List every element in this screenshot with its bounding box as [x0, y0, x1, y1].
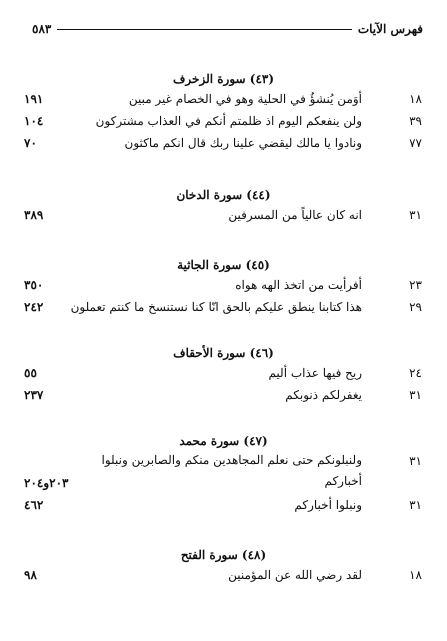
- verse-number: ٣١: [409, 498, 422, 512]
- verse-number: ٣١: [409, 454, 422, 468]
- page-ref: ٤٦٢: [24, 498, 44, 512]
- page-number: ٥٨٣: [32, 22, 52, 36]
- verse-number: ٢٣: [409, 278, 422, 292]
- surah-section-45: [0, 256, 447, 318]
- verse-text: ولنبلونكم حتى نعلم المجاهدين منكم والصابرين ونبلوا أخباركم: [101, 453, 362, 488]
- page-header: [32, 18, 423, 40]
- page-ref: ٢٤٢: [24, 300, 44, 314]
- page-ref: ٣٥٠: [24, 278, 44, 292]
- page-ref: ٧٠: [24, 136, 37, 150]
- page-ref: ٥٥: [24, 366, 37, 380]
- verse-row: [0, 110, 447, 132]
- verse-text: ريح فيها عذاب أليم: [268, 366, 362, 380]
- verse-text: هذا كتابنا ينطق عليكم بالحق انّا كنا نستنسخ ما كنتم تعملون: [70, 300, 362, 314]
- surah-section-43: [0, 70, 447, 154]
- surah-heading: (٤٥) سورة الجاثية: [177, 258, 270, 272]
- verse-text: ولن ينفعكم اليوم اذ ظلمتم أنكم في العذاب مشتركون: [95, 114, 362, 128]
- verse-text: ونادوا يا مالك ليقضي علينا ربك قال انكم ماكثون: [124, 136, 362, 150]
- surah-section-48: [0, 546, 447, 586]
- verse-row: [0, 274, 447, 296]
- header-rule: [57, 29, 351, 30]
- verse-text: انه كان عالياً من المسرفين: [228, 208, 362, 222]
- verse-row: [0, 494, 447, 516]
- verse-row: [0, 362, 447, 384]
- verse-row: [0, 296, 447, 318]
- verse-row: [0, 450, 447, 494]
- surah-section-44: [0, 186, 447, 226]
- page-ref: ٢٣٧: [24, 388, 44, 402]
- surah-section-46: [0, 344, 447, 406]
- page-ref: ١٩١: [24, 92, 44, 106]
- verse-number: ٢٤: [409, 366, 422, 380]
- page-ref: ٩٨: [24, 568, 37, 582]
- surah-heading: (٤٤) سورة الدخان: [176, 188, 271, 202]
- verse-number: ١٨: [409, 92, 422, 106]
- verse-row: [0, 384, 447, 406]
- verse-number: ٧٧: [409, 136, 422, 150]
- page-ref: ٢٠٣و٢٠٤: [24, 476, 69, 490]
- verse-text: يغفرلكم ذنوبكم: [285, 388, 362, 402]
- surah-heading: (٤٧) سورة محمد: [179, 434, 268, 448]
- page-ref: ٣٨٩: [24, 208, 44, 222]
- verse-row: [0, 564, 447, 586]
- page-ref: ١٠٤: [24, 114, 44, 128]
- surah-heading: (٤٨) سورة الفتح: [180, 548, 267, 562]
- verse-text: أفرأيت من اتخذ الهه هواه: [235, 278, 362, 292]
- verse-number: ٣١: [409, 388, 422, 402]
- verse-text: لقد رضي الله عن المؤمنين: [228, 568, 362, 582]
- verse-number: ٢٩: [409, 300, 422, 314]
- surah-heading: (٤٦) سورة الأحقاف: [173, 346, 274, 360]
- verse-text: ونبلوا أخباركم: [294, 498, 362, 512]
- verse-number: ١٨: [409, 568, 422, 582]
- verse-row: [0, 204, 447, 226]
- running-title: فهرس الآيات: [357, 22, 423, 36]
- verse-text: أوَمن يُنشؤُ في الحلية وهو في الخصام غير مبين: [128, 92, 362, 106]
- surah-section-47: [0, 432, 447, 516]
- verse-row: [0, 132, 447, 154]
- verse-row: [0, 88, 447, 110]
- surah-heading: (٤٣) سورة الزخرف: [172, 72, 275, 86]
- verse-number: ٣٩: [409, 114, 422, 128]
- verse-number: ٣١: [409, 208, 422, 222]
